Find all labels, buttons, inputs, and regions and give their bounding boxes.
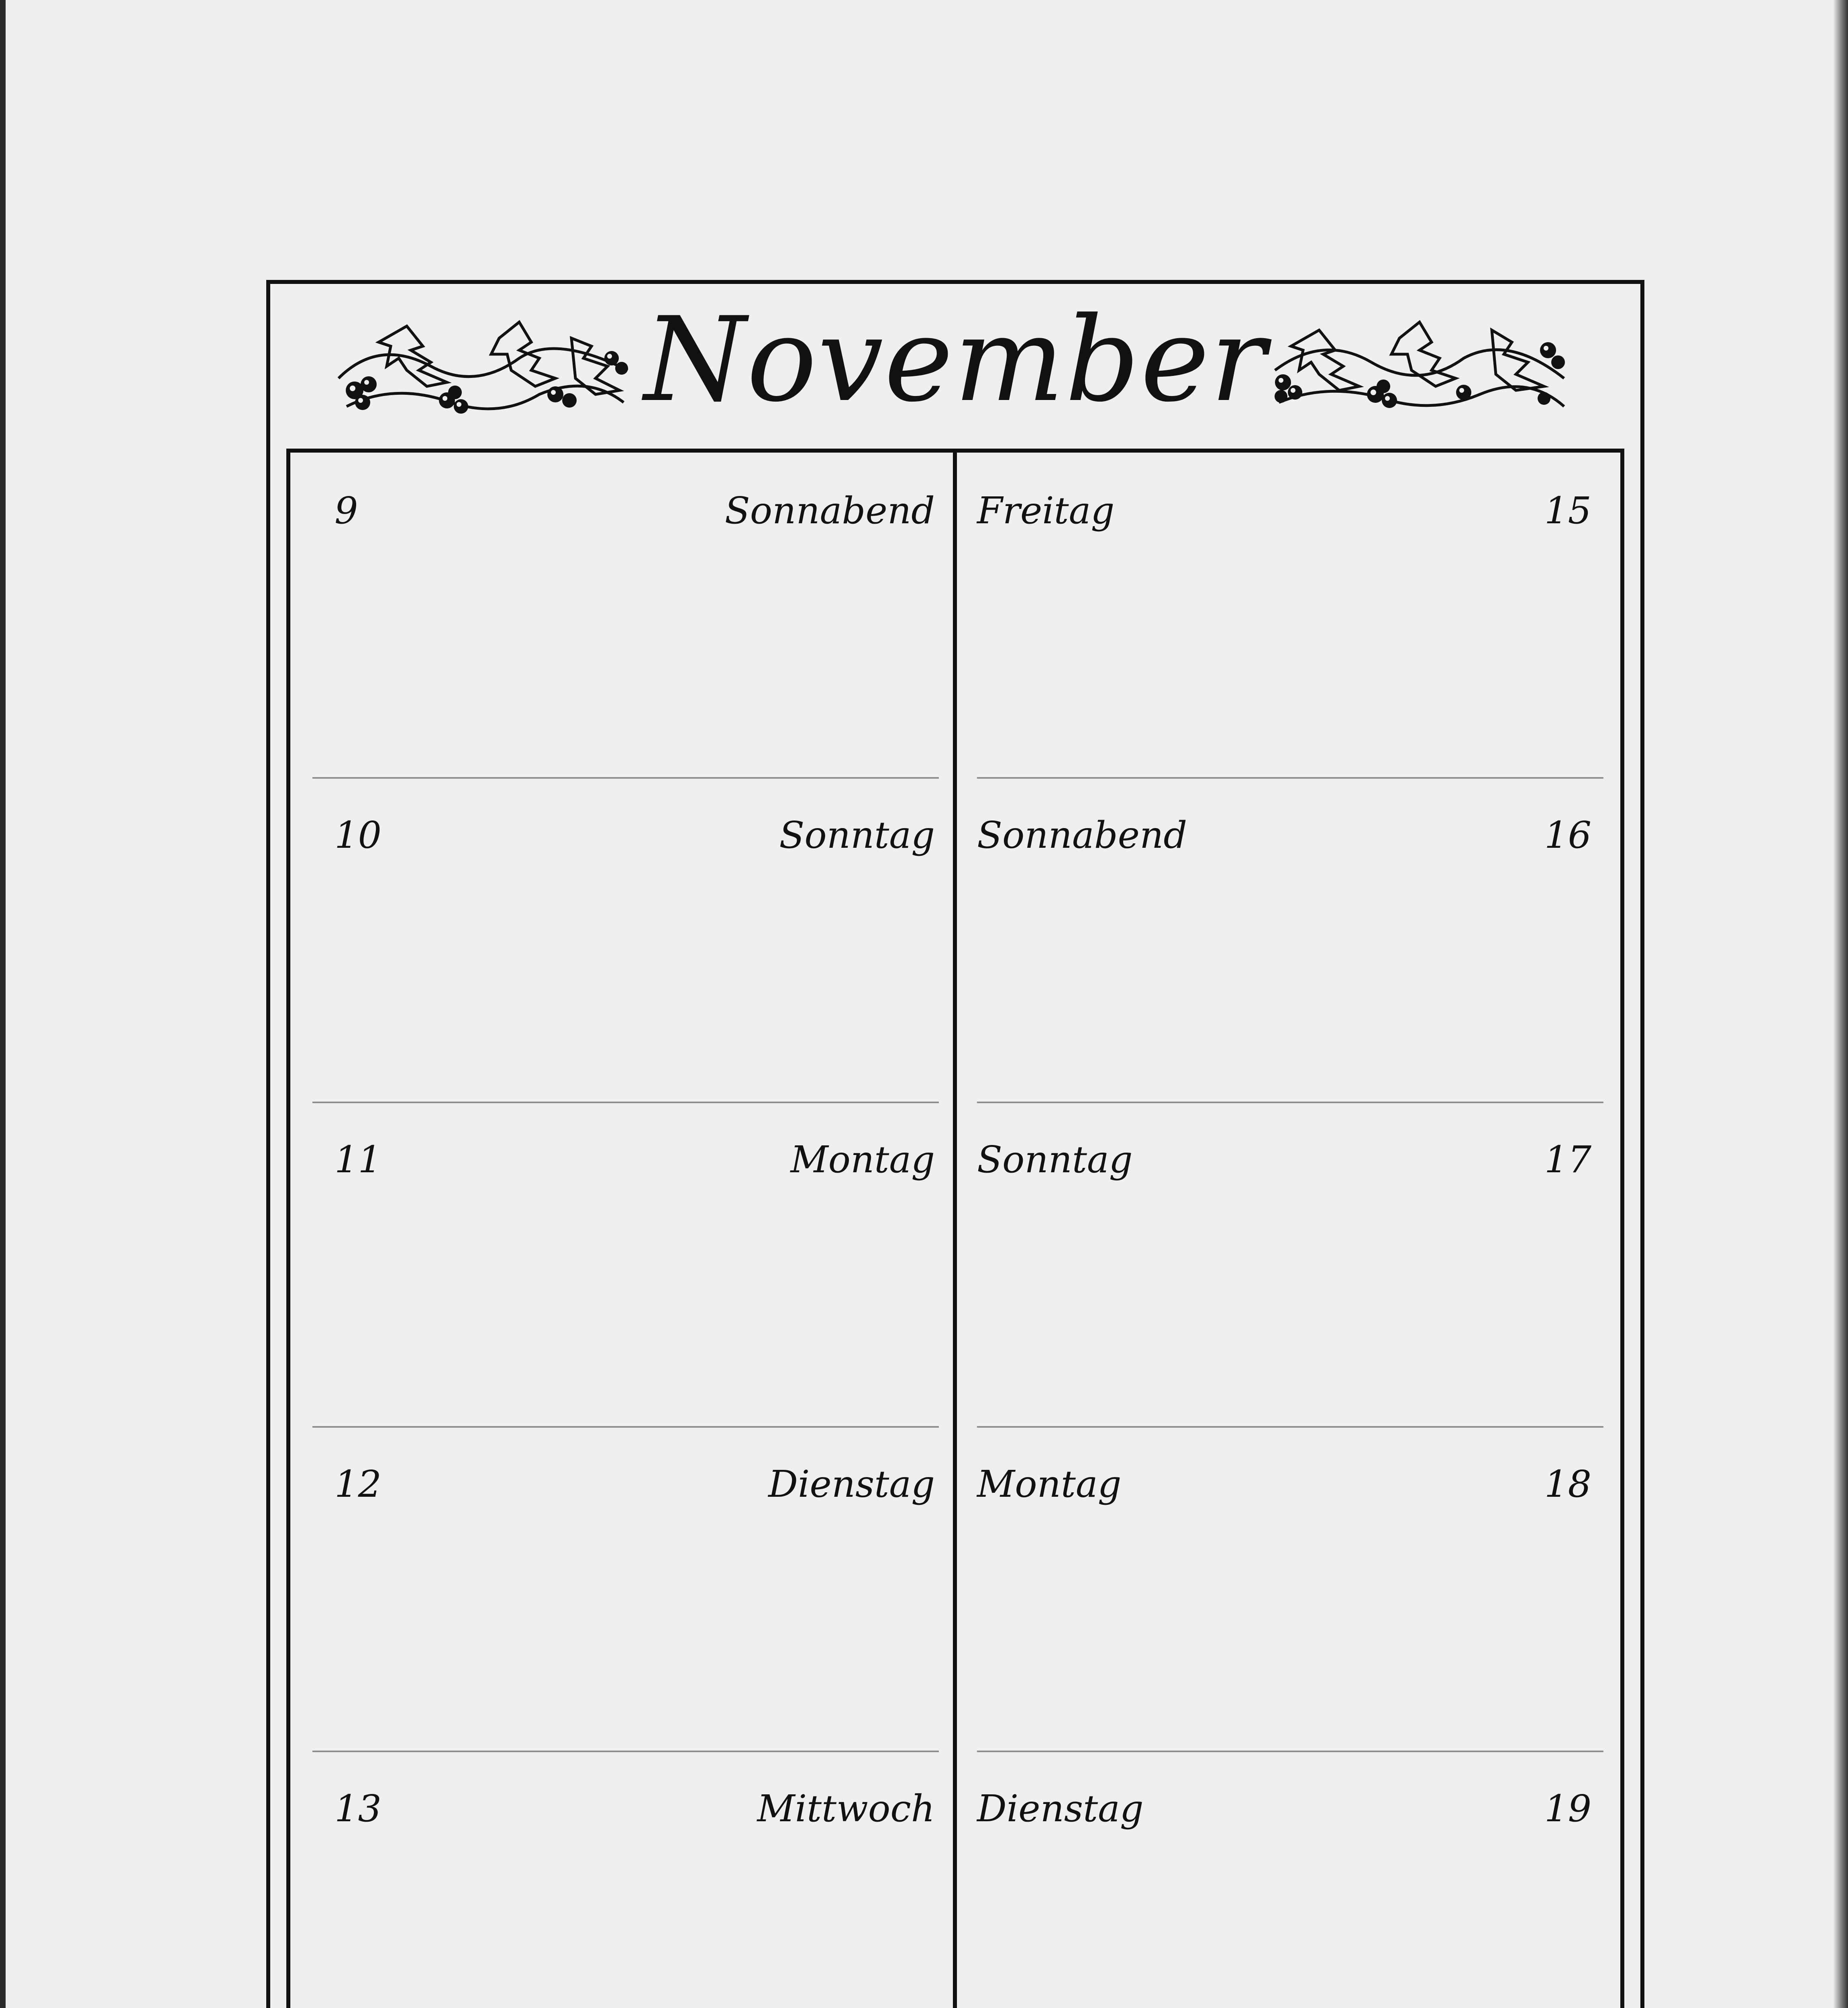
day-cell[interactable] bbox=[290, 453, 953, 777]
weekday-name: Sonntag bbox=[977, 1138, 1133, 1181]
holly-ornament-icon bbox=[1267, 314, 1572, 426]
day-number: 12 bbox=[335, 1463, 382, 1506]
row-divider bbox=[977, 1102, 1603, 1103]
row-divider bbox=[977, 1426, 1603, 1428]
weekday-name: Sonntag bbox=[779, 814, 935, 857]
month-header bbox=[270, 284, 1640, 449]
row-divider bbox=[312, 1751, 939, 1752]
day-number: 19 bbox=[1544, 1787, 1591, 1830]
day-cell[interactable] bbox=[290, 1426, 953, 1751]
weekday-name: Montag bbox=[790, 1138, 935, 1181]
weekday-name: Mittwoch bbox=[757, 1787, 935, 1830]
day-number: 10 bbox=[335, 814, 382, 857]
row-divider bbox=[977, 777, 1603, 779]
row-divider bbox=[312, 777, 939, 779]
day-number: 18 bbox=[1544, 1463, 1591, 1506]
day-cell[interactable] bbox=[290, 777, 953, 1102]
weekday-name: Sonnabend bbox=[724, 489, 935, 532]
row-divider bbox=[312, 1426, 939, 1428]
day-cell[interactable] bbox=[957, 777, 1620, 1102]
day-number: 13 bbox=[335, 1787, 382, 1830]
day-number: 16 bbox=[1544, 814, 1591, 857]
day-cell[interactable] bbox=[290, 1102, 953, 1426]
weekday-name: Freitag bbox=[977, 489, 1115, 532]
day-cell[interactable] bbox=[957, 1751, 1620, 2008]
day-number: 15 bbox=[1544, 489, 1591, 532]
row-divider bbox=[312, 1102, 939, 1103]
column-divider bbox=[953, 453, 957, 2008]
day-cell[interactable] bbox=[957, 1426, 1620, 1751]
day-column-left bbox=[290, 453, 953, 2008]
month-title: November bbox=[644, 292, 1267, 428]
day-cell[interactable] bbox=[957, 453, 1620, 777]
weekday-name: Dienstag bbox=[768, 1463, 935, 1506]
calendar-frame bbox=[266, 280, 1644, 2008]
day-number: 17 bbox=[1544, 1138, 1591, 1181]
row-divider bbox=[977, 1751, 1603, 1752]
day-column-right bbox=[957, 453, 1620, 2008]
days-grid bbox=[286, 449, 1624, 2008]
page-edge-shadow bbox=[1834, 0, 1848, 2008]
day-number: 9 bbox=[335, 489, 358, 532]
weekday-name: Sonnabend bbox=[977, 814, 1187, 857]
day-number: 11 bbox=[335, 1138, 382, 1181]
weekday-name: Montag bbox=[977, 1463, 1122, 1506]
day-cell[interactable] bbox=[957, 1102, 1620, 1426]
page-binding-edge bbox=[0, 0, 6, 2008]
day-cell[interactable] bbox=[290, 1751, 953, 2008]
weekday-name: Dienstag bbox=[977, 1787, 1144, 1830]
